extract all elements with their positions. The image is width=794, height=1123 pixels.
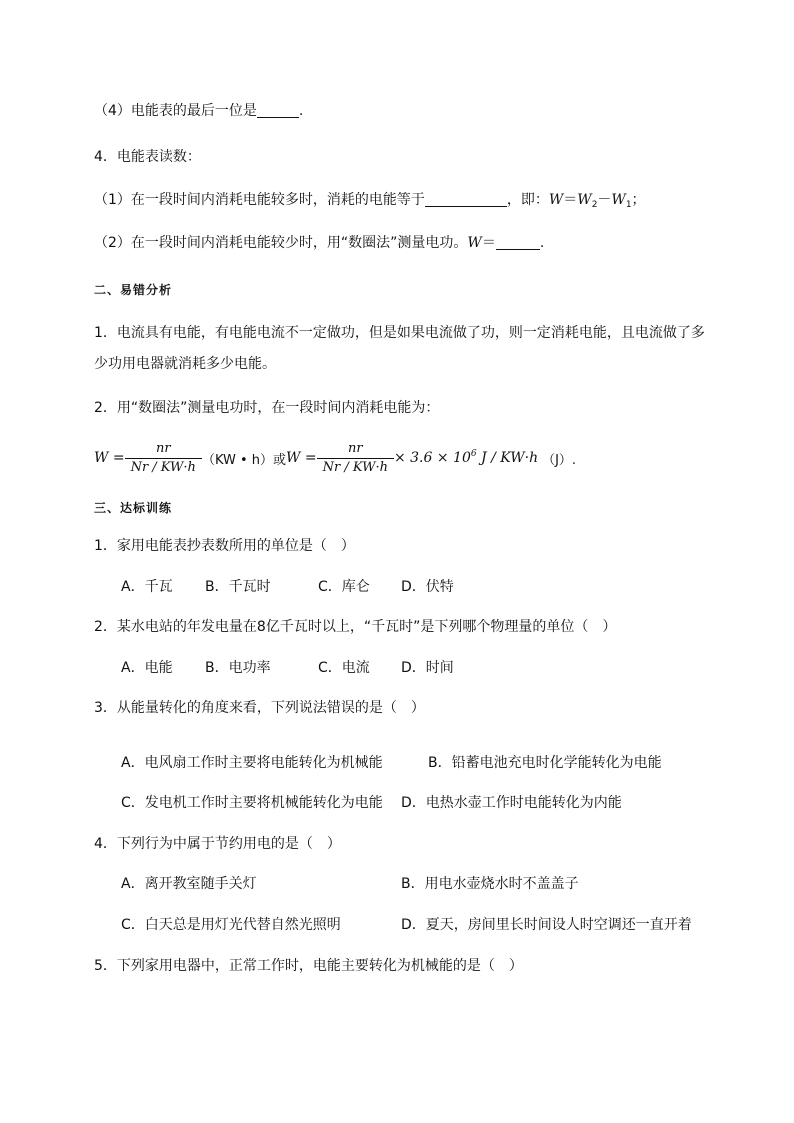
reading-1-suffix: ； (631, 192, 646, 208)
q4-text: （4）电能表的最后一位是 (94, 103, 257, 119)
var-w2: W (577, 192, 592, 208)
section-heading-practice: 三、达标训练 (94, 501, 173, 515)
reading-1-mid: ，即： (506, 192, 549, 208)
q4-suffix: . (298, 103, 304, 119)
option-b[interactable]: B．千瓦时 (205, 579, 271, 595)
option-b[interactable]: B．电功率 (205, 660, 271, 676)
option-c[interactable]: C．库仑 (318, 579, 370, 595)
question-stem: 5．下列家用电器中，正常工作时，电能主要转化为机械能的是（ ） (94, 958, 523, 974)
fraction-numerator: nr (317, 441, 394, 459)
fill-in-q4 (94, 101, 303, 121)
reading-2-suffix: . (539, 235, 545, 251)
fraction-denominator: Nr / KW·h (322, 459, 388, 475)
option-c[interactable]: C．发电机工作时主要将机械能转化为电能 (121, 795, 383, 811)
option-a[interactable]: A．电风扇工作时主要将电能转化为机械能 (121, 755, 383, 771)
answer-blank[interactable] (257, 103, 299, 118)
option-a[interactable]: A．千瓦 (121, 579, 173, 595)
formula-unit-j: （J）. (542, 452, 577, 468)
conversion-factor: × 3.6 × 10 (393, 450, 471, 466)
option-a[interactable]: A．电能 (121, 660, 173, 676)
option-b[interactable]: B．用电水壶烧水时不盖盖子 (401, 876, 579, 892)
var-w1: W (611, 192, 626, 208)
conversion-unit: J / KW·h (476, 450, 539, 466)
reading-title: 4．电能表读数： (94, 149, 201, 165)
energy-formula (94, 438, 576, 478)
option-b[interactable]: B．铅蓄电池充电时化学能转化为电能 (428, 755, 662, 771)
mistake-point-2: 2．用“数圈法”测量电功时，在一段时间内消耗电能为： (94, 400, 440, 416)
formula-lhs: W = (94, 450, 125, 466)
question-stem: 2．某水电站的年发电量在8亿千瓦时以上，“千瓦时”是下列哪个物理量的单位（ ） (94, 619, 617, 635)
formula-lhs-2: W = (286, 450, 317, 466)
minus-sign: － (597, 192, 612, 208)
var-w: W (467, 235, 482, 251)
exponent: 6 (470, 449, 477, 459)
mistake-point-1-line2: 少功用电器就消耗多少电能。 (94, 356, 276, 372)
option-d[interactable]: D．夏天，房间里长时间设人时空调还一直开着 (401, 917, 692, 933)
reading-item-2 (94, 233, 544, 253)
equals-sign: ＝ (563, 192, 578, 208)
question-stem: 3．从能量转化的角度来看，下列说法错误的是（ ） (94, 700, 425, 716)
var-w: W (548, 192, 564, 208)
formula-conversion (394, 450, 538, 466)
formula-fraction-1 (125, 441, 202, 476)
mistake-point-1-line1: 1．电流具有电能，有电能电流不一定做功，但是如果电流做了功，则一定消耗电能，且电流做了多 (94, 325, 705, 341)
section-heading-mistakes: 二、易错分析 (94, 283, 173, 297)
subscript-2: 2 (591, 200, 598, 210)
question-stem: 4．下列行为中属于节约用电的是（ ） (94, 836, 341, 852)
fraction-denominator: Nr / KW·h (130, 459, 196, 475)
answer-blank[interactable] (496, 235, 540, 250)
option-d[interactable]: D．时间 (401, 660, 454, 676)
subscript-1: 1 (625, 200, 632, 210)
answer-blank[interactable] (425, 192, 507, 207)
reading-1-text: （1）在一段时间内消耗电能较多时，消耗的电能等于 (94, 192, 425, 208)
reading-item-1 (94, 190, 646, 210)
question-stem: 1．家用电能表抄表数所用的单位是（ ） (94, 538, 355, 554)
formula-unit-kwh: （KW • h）或 (201, 452, 287, 468)
fraction-numerator: nr (125, 441, 202, 459)
option-c[interactable]: C．电流 (318, 660, 370, 676)
option-a[interactable]: A．离开教室随手关灯 (121, 876, 257, 892)
formula-fraction-2 (317, 441, 394, 476)
option-c[interactable]: C．白天总是用灯光代替自然光照明 (121, 917, 341, 933)
option-d[interactable]: D．电热水壶工作时电能转化为内能 (401, 795, 622, 811)
reading-2-text: （2）在一段时间内消耗电能较少时，用“数圈法”测量电功。 (94, 235, 468, 251)
option-d[interactable]: D．伏特 (401, 579, 454, 595)
equals-sign: ＝ (481, 235, 496, 251)
